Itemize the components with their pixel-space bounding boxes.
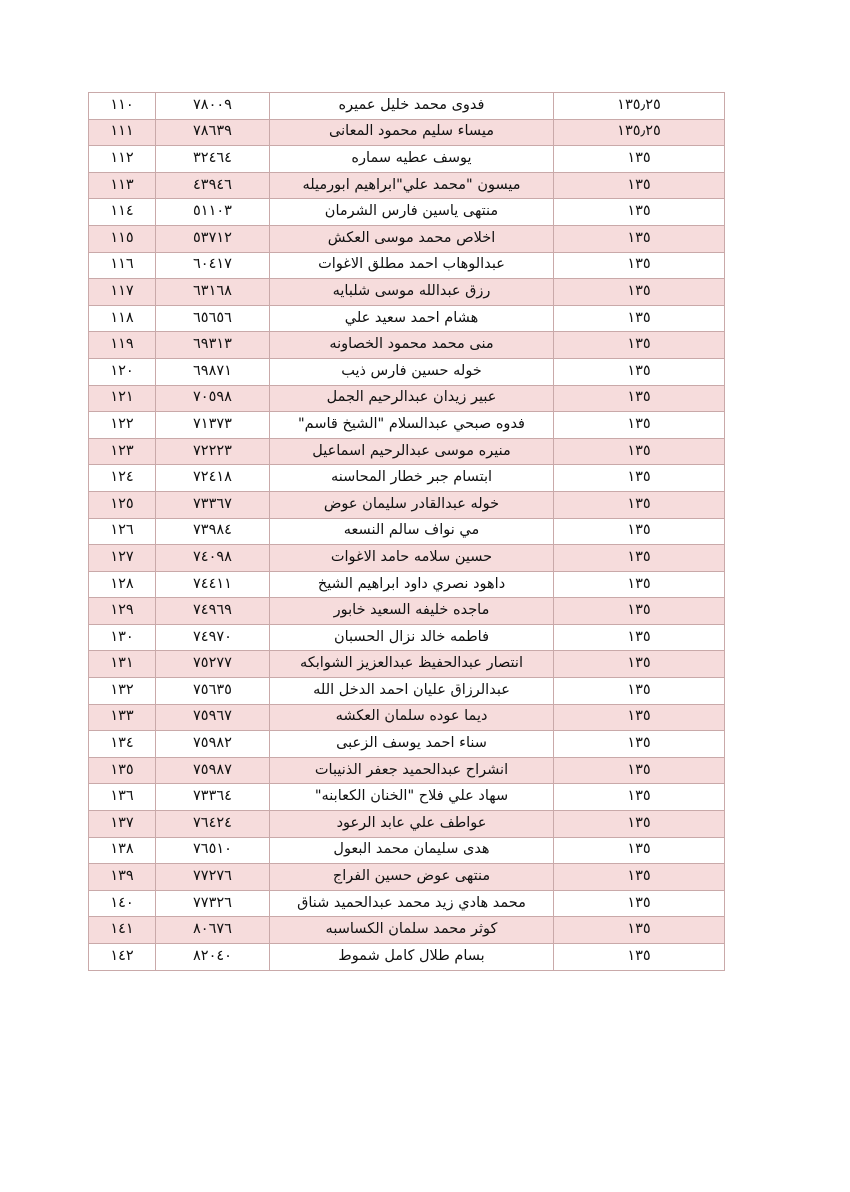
cell-id: ٧٧٣٢٦ <box>156 890 270 917</box>
cell-name: محمد هادي زيد محمد عبدالحميد شناق <box>270 890 554 917</box>
cell-name: عواطف علي عابد الرعود <box>270 811 554 838</box>
cell-id: ٥٣٧١٢ <box>156 225 270 252</box>
cell-amount: ١٣٥ <box>554 252 725 279</box>
table-row <box>89 731 725 758</box>
cell-id: ٧٥٩٦٧ <box>156 704 270 731</box>
table-row <box>89 917 725 944</box>
cell-amount: ١٣٥ <box>554 491 725 518</box>
table-row <box>89 93 725 120</box>
cell-id: ٧٣٩٨٤ <box>156 518 270 545</box>
cell-index: ١١٩ <box>89 332 156 359</box>
cell-id: ٧٥٩٨٧ <box>156 757 270 784</box>
cell-index: ١١١ <box>89 119 156 146</box>
table-row <box>89 279 725 306</box>
cell-index: ١١٦ <box>89 252 156 279</box>
cell-id: ٧٤٩٧٠ <box>156 624 270 651</box>
cell-amount: ١٣٥ <box>554 757 725 784</box>
table-row <box>89 172 725 199</box>
cell-index: ١٣٩ <box>89 864 156 891</box>
cell-amount: ١٣٥ <box>554 385 725 412</box>
cell-index: ١٣٣ <box>89 704 156 731</box>
cell-name: حسين سلامه حامد الاغوات <box>270 545 554 572</box>
cell-name: هشام احمد سعيد علي <box>270 305 554 332</box>
cell-index: ١٤٢ <box>89 944 156 971</box>
cell-id: ٧٠٥٩٨ <box>156 385 270 412</box>
cell-name: انشراح عبدالحميد جعفر الذنيبات <box>270 757 554 784</box>
cell-id: ٦٠٤١٧ <box>156 252 270 279</box>
cell-amount: ١٣٥٫٢٥ <box>554 119 725 146</box>
table-row <box>89 571 725 598</box>
cell-index: ١٣٢ <box>89 678 156 705</box>
cell-name: كوثر محمد سلمان الكساسبه <box>270 917 554 944</box>
cell-id: ٧٤٠٩٨ <box>156 545 270 572</box>
cell-name: فدوه صبحي عبدالسلام "الشيخ قاسم" <box>270 412 554 439</box>
cell-index: ١٤١ <box>89 917 156 944</box>
cell-amount: ١٣٥ <box>554 624 725 651</box>
table-row <box>89 119 725 146</box>
cell-amount: ١٣٥ <box>554 678 725 705</box>
cell-amount: ١٣٥ <box>554 731 725 758</box>
cell-id: ٧٥٩٨٢ <box>156 731 270 758</box>
cell-amount: ١٣٥ <box>554 412 725 439</box>
cell-amount: ١٣٥ <box>554 225 725 252</box>
cell-id: ٨٢٠٤٠ <box>156 944 270 971</box>
cell-id: ٦٥٦٥٦ <box>156 305 270 332</box>
cell-index: ١٢٩ <box>89 598 156 625</box>
cell-amount: ١٣٥ <box>554 837 725 864</box>
cell-name: اخلاص محمد موسى العكش <box>270 225 554 252</box>
cell-id: ٧٥٢٧٧ <box>156 651 270 678</box>
cell-id: ٧٥٦٣٥ <box>156 678 270 705</box>
cell-amount: ١٣٥ <box>554 571 725 598</box>
cell-id: ٧٧٢٧٦ <box>156 864 270 891</box>
cell-amount: ١٣٥ <box>554 917 725 944</box>
cell-amount: ١٣٥ <box>554 332 725 359</box>
cell-index: ١٣٧ <box>89 811 156 838</box>
table-row <box>89 412 725 439</box>
cell-index: ١١٨ <box>89 305 156 332</box>
cell-index: ١٢٢ <box>89 412 156 439</box>
cell-id: ٧٦٤٢٤ <box>156 811 270 838</box>
cell-id: ٦٩٨٧١ <box>156 358 270 385</box>
cell-name: رزق عبدالله موسى شلبايه <box>270 279 554 306</box>
table-row <box>89 199 725 226</box>
cell-amount: ١٣٥ <box>554 146 725 173</box>
table-row <box>89 811 725 838</box>
table-row <box>89 598 725 625</box>
cell-id: ٧٦٥١٠ <box>156 837 270 864</box>
roster-table-body <box>89 93 725 971</box>
table-row <box>89 225 725 252</box>
cell-name: مي نواف سالم النسعه <box>270 518 554 545</box>
cell-index: ١٣٥ <box>89 757 156 784</box>
cell-name: عبدالوهاب احمد مطلق الاغوات <box>270 252 554 279</box>
cell-name: منتهى عوض حسين الفراج <box>270 864 554 891</box>
cell-index: ١١٧ <box>89 279 156 306</box>
cell-id: ٤٣٩٤٦ <box>156 172 270 199</box>
cell-index: ١٣٠ <box>89 624 156 651</box>
cell-index: ١١٥ <box>89 225 156 252</box>
table-row <box>89 358 725 385</box>
cell-id: ٧٢٤١٨ <box>156 465 270 492</box>
cell-id: ٧٨٠٠٩ <box>156 93 270 120</box>
cell-amount: ١٣٥ <box>554 438 725 465</box>
cell-name: ميسون "محمد علي"ابراهيم ابورميله <box>270 172 554 199</box>
table-row <box>89 704 725 731</box>
cell-name: انتصار عبدالحفيظ عبدالعزيز الشوابكه <box>270 651 554 678</box>
cell-name: عبير زيدان عبدالرحيم الجمل <box>270 385 554 412</box>
cell-name: منى محمد محمود الخصاونه <box>270 332 554 359</box>
cell-amount: ١٣٥ <box>554 704 725 731</box>
cell-index: ١٢٣ <box>89 438 156 465</box>
cell-index: ١٣٤ <box>89 731 156 758</box>
roster-table <box>88 92 725 971</box>
table-row <box>89 385 725 412</box>
cell-name: هدى سليمان محمد البعول <box>270 837 554 864</box>
table-row <box>89 784 725 811</box>
cell-name: داهود نصري داود ابراهيم الشيخ <box>270 571 554 598</box>
cell-name: عبدالرزاق عليان احمد الدخل الله <box>270 678 554 705</box>
cell-name: يوسف عطيه سماره <box>270 146 554 173</box>
table-row <box>89 837 725 864</box>
cell-name: فاطمه خالد نزال الحسبان <box>270 624 554 651</box>
cell-index: ١١٣ <box>89 172 156 199</box>
cell-index: ١٢١ <box>89 385 156 412</box>
table-row <box>89 518 725 545</box>
cell-index: ١٢٧ <box>89 545 156 572</box>
cell-index: ١١٢ <box>89 146 156 173</box>
table-row <box>89 678 725 705</box>
cell-name: خوله حسين فارس ذيب <box>270 358 554 385</box>
cell-amount: ١٣٥ <box>554 305 725 332</box>
table-row <box>89 305 725 332</box>
cell-amount: ١٣٥ <box>554 279 725 306</box>
cell-name: ابتسام جبر خطار المحاسنه <box>270 465 554 492</box>
cell-id: ٨٠٦٧٦ <box>156 917 270 944</box>
cell-id: ٧٣٣٦٤ <box>156 784 270 811</box>
cell-name: منتهى ياسين فارس الشرمان <box>270 199 554 226</box>
cell-index: ١٢٥ <box>89 491 156 518</box>
cell-name: سهاد علي فلاح "الخنان الكعابنه" <box>270 784 554 811</box>
cell-amount: ١٣٥ <box>554 784 725 811</box>
cell-amount: ١٣٥ <box>554 598 725 625</box>
cell-amount: ١٣٥ <box>554 651 725 678</box>
cell-id: ٧٨٦٣٩ <box>156 119 270 146</box>
cell-amount: ١٣٥ <box>554 172 725 199</box>
table-row <box>89 757 725 784</box>
table-row <box>89 146 725 173</box>
cell-id: ٧١٣٧٣ <box>156 412 270 439</box>
cell-amount: ١٣٥ <box>554 465 725 492</box>
cell-name: منيره موسى عبدالرحيم اسماعيل <box>270 438 554 465</box>
cell-id: ٥١١٠٣ <box>156 199 270 226</box>
cell-name: سناء احمد يوسف الزعبى <box>270 731 554 758</box>
cell-id: ٧٢٢٢٣ <box>156 438 270 465</box>
cell-name: ديما عوده سلمان العكشه <box>270 704 554 731</box>
cell-amount: ١٣٥ <box>554 811 725 838</box>
cell-id: ٦٩٣١٣ <box>156 332 270 359</box>
cell-name: ميساء سليم محمود المعانى <box>270 119 554 146</box>
table-row <box>89 944 725 971</box>
cell-id: ٦٣١٦٨ <box>156 279 270 306</box>
table-row <box>89 332 725 359</box>
table-row <box>89 465 725 492</box>
table-row <box>89 438 725 465</box>
cell-amount: ١٣٥ <box>554 864 725 891</box>
table-row <box>89 545 725 572</box>
cell-amount: ١٣٥ <box>554 944 725 971</box>
cell-amount: ١٣٥ <box>554 545 725 572</box>
cell-name: خوله عبدالقادر سليمان عوض <box>270 491 554 518</box>
table-row <box>89 651 725 678</box>
cell-index: ١٣٨ <box>89 837 156 864</box>
cell-index: ١٢٨ <box>89 571 156 598</box>
table-row <box>89 252 725 279</box>
cell-amount: ١٣٥ <box>554 358 725 385</box>
cell-id: ٧٤٤١١ <box>156 571 270 598</box>
cell-index: ١٢٠ <box>89 358 156 385</box>
table-row <box>89 624 725 651</box>
cell-id: ٧٣٣٦٧ <box>156 491 270 518</box>
cell-amount: ١٣٥ <box>554 890 725 917</box>
cell-index: ١٣٦ <box>89 784 156 811</box>
cell-name: بسام طلال كامل شموط <box>270 944 554 971</box>
cell-index: ١٢٦ <box>89 518 156 545</box>
cell-index: ١٣١ <box>89 651 156 678</box>
cell-id: ٧٤٩٦٩ <box>156 598 270 625</box>
table-row <box>89 864 725 891</box>
cell-id: ٣٢٤٦٤ <box>156 146 270 173</box>
cell-amount: ١٣٥٫٢٥ <box>554 93 725 120</box>
cell-index: ١٢٤ <box>89 465 156 492</box>
cell-index: ١١٤ <box>89 199 156 226</box>
cell-amount: ١٣٥ <box>554 518 725 545</box>
cell-name: ماجده خليفه السعيد خابور <box>270 598 554 625</box>
cell-amount: ١٣٥ <box>554 199 725 226</box>
table-row <box>89 890 725 917</box>
cell-index: ١١٠ <box>89 93 156 120</box>
cell-index: ١٤٠ <box>89 890 156 917</box>
table-row <box>89 491 725 518</box>
cell-name: فدوى محمد خليل عميره <box>270 93 554 120</box>
